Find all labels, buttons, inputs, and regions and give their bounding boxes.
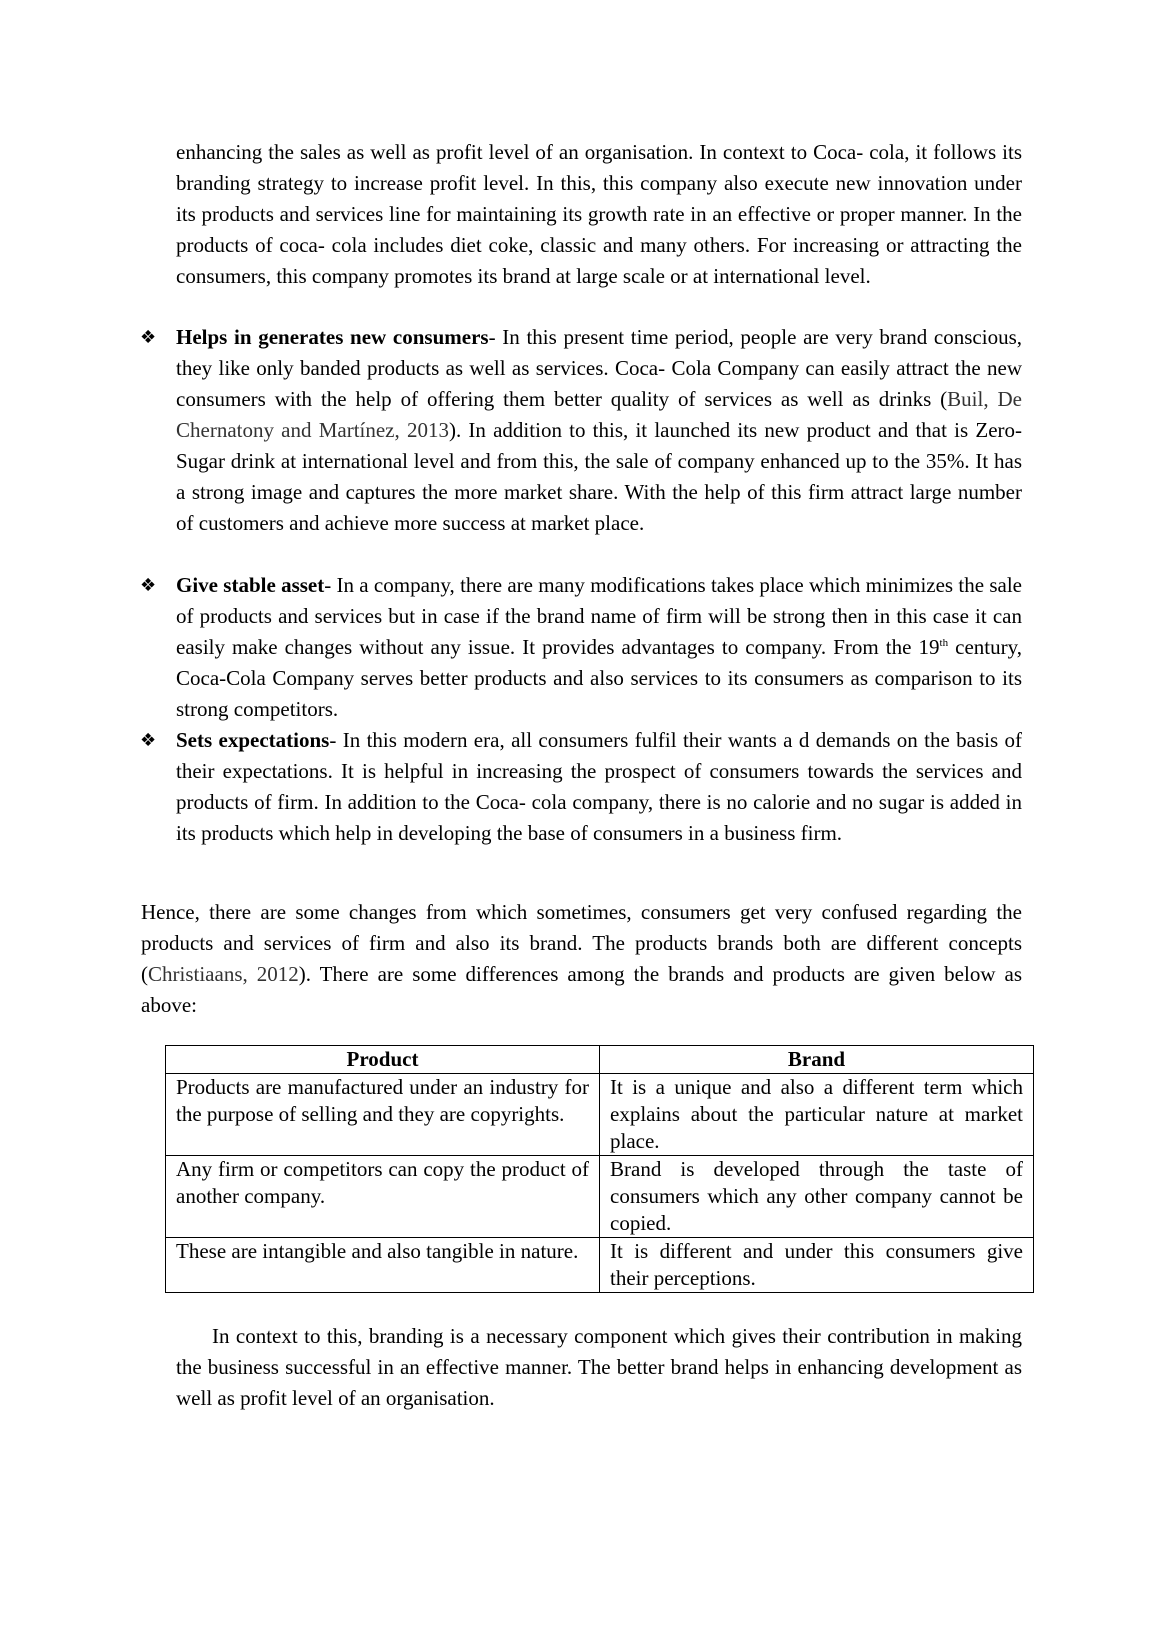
body-paragraph (141, 897, 1022, 1021)
table-row (166, 1238, 1034, 1293)
table-header-row (166, 1046, 1034, 1074)
table-cell: These are intangible and also tangible in nature. (166, 1238, 600, 1293)
table-row (166, 1156, 1034, 1238)
table-header-brand: Brand (600, 1046, 1034, 1074)
table-cell: It is a unique and also a different term which explains about the particular nature at market place. (600, 1074, 1034, 1156)
diamond-bullet-icon: ❖ (140, 327, 157, 348)
bullet-heading: Helps in generates new consumers (176, 325, 489, 349)
diamond-bullet-icon: ❖ (140, 575, 157, 596)
product-brand-table (165, 1045, 1034, 1293)
bullet-text: - In a company, there are many modifications takes place which minimizes the sale of products and services but in case if the brand name of firm will be strong then in this case it can easily make changes without any issue. It provides advantages to company. From the 19 (176, 573, 1022, 659)
paragraph-text: ). There are some differences among the brands and products are given below as above: (141, 962, 1022, 1017)
bullet-text: century, Coca-Cola Company serves better products and also services to its consumers as comparison to its strong competitors. (176, 635, 1023, 721)
citation: Buil, De Chernatony and Martínez, 2013 (176, 387, 1022, 442)
table-cell: Products are manufactured under an industry for the purpose of selling and they are copyrights. (166, 1074, 600, 1156)
diamond-bullet-icon: ❖ (140, 730, 157, 751)
citation: Christiaans, 2012 (148, 962, 299, 986)
bullet-sets-expectations (140, 725, 1023, 849)
paragraph-text: Hence, there are some changes from which sometimes, consumers get very confused regarding the products and services of firm and also its brand. The products brands both are different concepts ( (141, 900, 1022, 986)
closing-paragraph: In context to this, branding is a necessary component which gives their contribution in making the business successful in an effective manner. The better brand helps in enhancing development as well as profit level of an organisation. (176, 1324, 1022, 1410)
bullet-heading: Give stable asset (176, 573, 325, 597)
intro-continuation: enhancing the sales as well as profit level of an organisation. In context to Coca- cola, it follows its branding strategy to increase profit level. In this, this company also execute new innovation under its products and services line for maintaining its growth rate in an effective or proper manner. In the products of coca- cola includes diet coke, classic and many others. For increasing or attracting the consumers, this company promotes its brand at large scale or at international level. (176, 140, 1022, 288)
bullet-text: - In this present time period, people are very brand conscious, they like only banded products as well as services. Coca- Cola Company can easily attract the new consumers with the help of offering them better quality of services as well as drinks ( (176, 325, 1022, 411)
table-cell: Any firm or competitors can copy the product of another company. (166, 1156, 600, 1238)
superscript: th (939, 637, 949, 649)
bullet-give-stable-asset (140, 570, 1023, 725)
bullet-text: - In this modern era, all consumers fulfil their wants a d demands on the basis of their expectations. It is helpful in increasing the prospect of consumers towards the services and products of firm. In addition to the Coca- cola company, there is no calorie and no sugar is added in its products which help in developing the base of consumers in a business firm. (176, 728, 1023, 845)
table-row (166, 1074, 1034, 1156)
table-cell: Brand is developed through the taste of consumers which any other company cannot be copied. (600, 1156, 1034, 1238)
bullet-text: ). In addition to this, it launched its new product and that is Zero- Sugar drink at international level and from this, the sale of company enhanced up to the 35%. It has a strong image and captures the more market share. With the help of this firm attract large number of customers and achieve more success at market place. (176, 418, 1023, 535)
table-cell: It is different and under this consumers give their perceptions. (600, 1238, 1034, 1293)
bullet-helps-generate-consumers (140, 322, 1023, 539)
table-header-product: Product (166, 1046, 600, 1074)
bullet-heading: Sets expectations (176, 728, 330, 752)
